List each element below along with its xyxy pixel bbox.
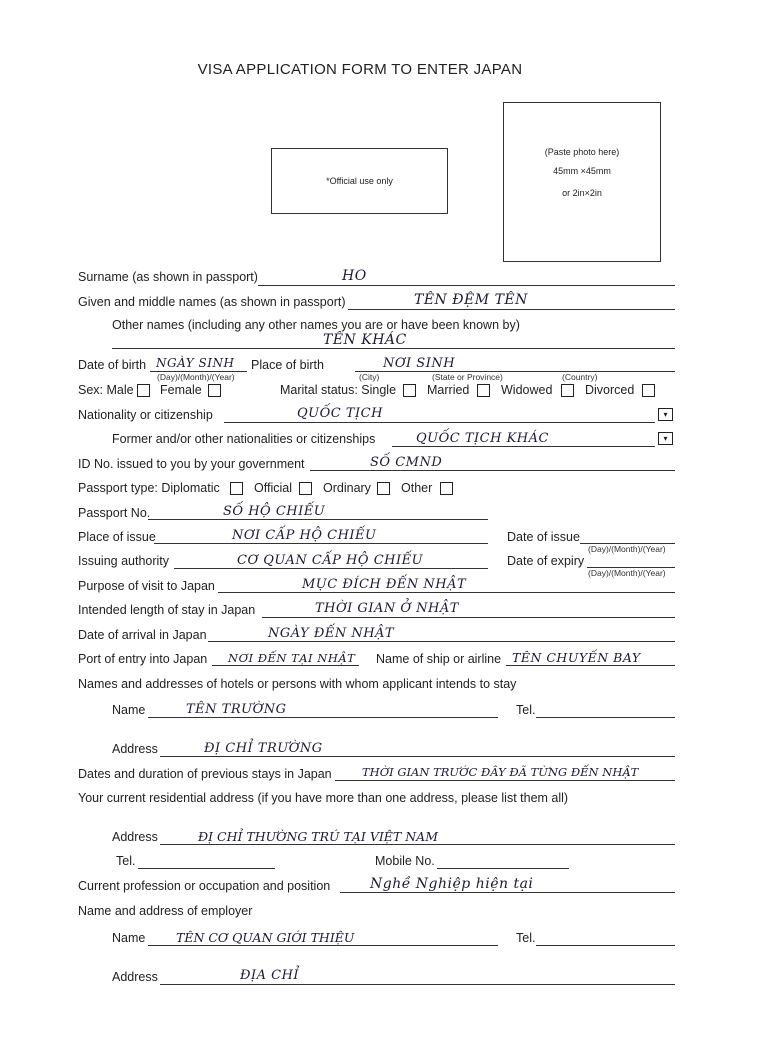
- length-of-stay-field[interactable]: THỜI GIAN Ở NHẬT: [315, 601, 459, 616]
- passport-official-checkbox[interactable]: [299, 482, 312, 495]
- id-no-label: ID No. issued to you by your government: [78, 457, 305, 471]
- passport-official-label: Official: [254, 481, 292, 495]
- previous-stays-label: Dates and duration of previous stays in Japan: [78, 767, 332, 781]
- former-nationalities-line: [392, 446, 655, 447]
- country-hint: (Country): [562, 372, 598, 382]
- other-names-label: Other names (including any other names you are or have been known by): [112, 318, 520, 332]
- photo-size-mm: 45mm ×45mm: [553, 166, 611, 176]
- photo-size-in: or 2in×2in: [562, 188, 602, 198]
- sex-label: Sex: Male: [78, 383, 134, 397]
- given-names-line: [348, 309, 675, 310]
- place-of-issue-field[interactable]: NƠI CẤP HỘ CHIẾU: [232, 528, 377, 543]
- date-of-expiry-hint: (Day)/(Month)/(Year): [588, 568, 666, 578]
- former-nationalities-field[interactable]: QUỐC TỊCH KHÁC: [416, 431, 549, 446]
- nationality-dropdown-icon[interactable]: ▾: [658, 408, 673, 421]
- passport-no-field[interactable]: SỐ HỘ CHIẾU: [223, 504, 326, 519]
- employer-address-line: [160, 984, 675, 985]
- hotel-name-field[interactable]: TÊN TRƯỜNG: [186, 702, 287, 717]
- marital-divorced-checkbox[interactable]: [642, 384, 655, 397]
- employer-tel-label: Tel.: [516, 931, 536, 945]
- employer-name-line: [148, 945, 498, 946]
- ship-or-airline-label: Name of ship or airline: [376, 652, 502, 666]
- place-of-birth-line: [355, 371, 675, 372]
- former-nationalities-label: Former and/or other nationalities or citizenships: [112, 432, 376, 446]
- official-use-label: *Official use only: [326, 176, 393, 186]
- previous-stays-field[interactable]: THỜI GIAN TRƯỚC ĐÂY ĐÃ TỪNG ĐẾN NHẬT: [362, 765, 639, 779]
- city-hint: (City): [359, 372, 380, 382]
- date-of-birth-field[interactable]: NGÀY SINH: [156, 356, 235, 370]
- sex-female-checkbox[interactable]: [208, 384, 221, 397]
- dob-format-hint: (Day)/(Month)/(Year): [157, 372, 235, 382]
- passport-no-label: Passport No.: [78, 506, 151, 520]
- surname-label: Surname (as shown in passport): [78, 270, 258, 284]
- employer-name-label: Name: [112, 931, 146, 945]
- nationality-line: [224, 422, 655, 423]
- ship-or-airline-field[interactable]: TÊN CHUYẾN BAY: [512, 650, 641, 665]
- residential-tel-line: [138, 868, 275, 869]
- given-names-field[interactable]: TÊN ĐỆM TÊN: [414, 292, 528, 308]
- profession-field[interactable]: Nghề Nghiệp hiện tại: [370, 876, 534, 892]
- marital-married-checkbox[interactable]: [477, 384, 490, 397]
- passport-other-checkbox[interactable]: [440, 482, 453, 495]
- date-of-expiry-label: Date of expiry: [507, 554, 585, 568]
- photo-hint: (Paste photo here): [544, 147, 620, 157]
- residential-address-line: [160, 844, 675, 845]
- passport-ordinary-checkbox[interactable]: [377, 482, 390, 495]
- date-of-arrival-field[interactable]: NGÀY ĐẾN NHẬT: [268, 626, 395, 641]
- date-of-arrival-label: Date of arrival in Japan: [78, 628, 207, 642]
- marital-widowed-label: Widowed: [501, 383, 553, 397]
- given-names-label: Given and middle names (as shown in passport): [78, 295, 346, 309]
- employer-address-label: Address: [112, 970, 158, 984]
- hotel-tel-label: Tel.: [516, 703, 536, 717]
- other-names-line: [112, 348, 675, 349]
- residential-address-field[interactable]: ĐỊ CHỈ THƯỜNG TRÚ TẠI VIỆT NAM: [198, 829, 438, 844]
- nationality-label: Nationality or citizenship: [78, 408, 213, 422]
- former-nationalities-dropdown-icon[interactable]: ▾: [658, 432, 673, 445]
- other-names-field[interactable]: TÊN KHÁC: [323, 332, 407, 348]
- employer-name-field[interactable]: TÊN CƠ QUAN GIỚI THIỆU: [176, 930, 355, 945]
- hotel-address-line: [160, 756, 675, 757]
- sex-female-label: Female: [160, 383, 202, 397]
- issuing-authority-line: [174, 568, 488, 569]
- form-title: VISA APPLICATION FORM TO ENTER JAPAN: [197, 61, 523, 78]
- employer-heading: Name and address of employer: [78, 904, 253, 918]
- hotel-address-field[interactable]: ĐỊ CHỈ TRƯỜNG: [204, 741, 323, 756]
- state-hint: (State or Province): [432, 372, 503, 382]
- place-of-birth-field[interactable]: NƠI SINH: [383, 356, 456, 371]
- official-use-box: [271, 148, 448, 214]
- hotel-address-label: Address: [112, 742, 158, 756]
- employer-tel-line: [536, 945, 675, 946]
- date-of-issue-hint: (Day)/(Month)/(Year): [588, 544, 666, 554]
- mobile-line: [437, 868, 569, 869]
- marital-married-label: Married: [427, 383, 470, 397]
- hotel-name-line: [148, 717, 498, 718]
- port-of-entry-label: Port of entry into Japan: [78, 652, 208, 666]
- date-of-arrival-line: [208, 641, 675, 642]
- date-of-birth-label: Date of birth: [78, 358, 147, 372]
- profession-line: [340, 892, 675, 893]
- issuing-authority-field[interactable]: CƠ QUAN CẤP HỘ CHIẾU: [237, 553, 424, 568]
- residential-address-label: Address: [112, 830, 158, 844]
- hotel-name-label: Name: [112, 703, 146, 717]
- marital-status-label: Marital status: Single: [280, 383, 397, 397]
- purpose-field[interactable]: MỤC ĐÍCH ĐẾN NHẬT: [302, 577, 467, 592]
- residential-heading: Your current residential address (if you have more than one address, please list them all): [78, 791, 569, 805]
- passport-other-label: Other: [401, 481, 433, 495]
- passport-no-line: [148, 519, 488, 520]
- passport-diplomatic-checkbox[interactable]: [230, 482, 243, 495]
- purpose-line: [218, 592, 675, 593]
- hotels-heading: Names and addresses of hotels or persons with whom applicant intends to stay: [78, 677, 517, 691]
- place-of-issue-label: Place of issue: [78, 530, 156, 544]
- passport-ordinary-label: Ordinary: [323, 481, 371, 495]
- mobile-label: Mobile No.: [375, 854, 435, 868]
- sex-male-checkbox[interactable]: [137, 384, 150, 397]
- port-of-entry-field[interactable]: NƠI ĐẾN TẠI NHẬT: [228, 651, 356, 665]
- marital-single-checkbox[interactable]: [403, 384, 416, 397]
- date-of-issue-label: Date of issue: [507, 530, 580, 544]
- nationality-field[interactable]: QUỐC TỊCH: [297, 406, 383, 421]
- passport-type-label: Passport type: Diplomatic: [78, 481, 220, 495]
- id-no-line: [310, 470, 675, 471]
- surname-line: [258, 285, 675, 286]
- length-of-stay-label: Intended length of stay in Japan: [78, 603, 256, 617]
- profession-label: Current profession or occupation and position: [78, 879, 331, 893]
- place-of-issue-line: [154, 543, 488, 544]
- photo-box: [503, 102, 661, 262]
- surname-field[interactable]: HO: [342, 268, 367, 284]
- purpose-label: Purpose of visit to Japan: [78, 579, 215, 593]
- length-of-stay-line: [262, 617, 675, 618]
- residential-tel-label: Tel.: [116, 854, 136, 868]
- marital-divorced-label: Divorced: [585, 383, 635, 397]
- issuing-authority-label: Issuing authority: [78, 554, 170, 568]
- id-no-field[interactable]: SỐ CMND: [370, 455, 443, 470]
- place-of-birth-label: Place of birth: [251, 358, 324, 372]
- port-of-entry-line: [212, 665, 359, 666]
- previous-stays-line: [335, 780, 675, 781]
- marital-widowed-checkbox[interactable]: [561, 384, 574, 397]
- ship-or-airline-line: [506, 665, 675, 666]
- hotel-tel-line: [536, 717, 675, 718]
- employer-address-field[interactable]: ĐỊA CHỈ: [240, 968, 300, 983]
